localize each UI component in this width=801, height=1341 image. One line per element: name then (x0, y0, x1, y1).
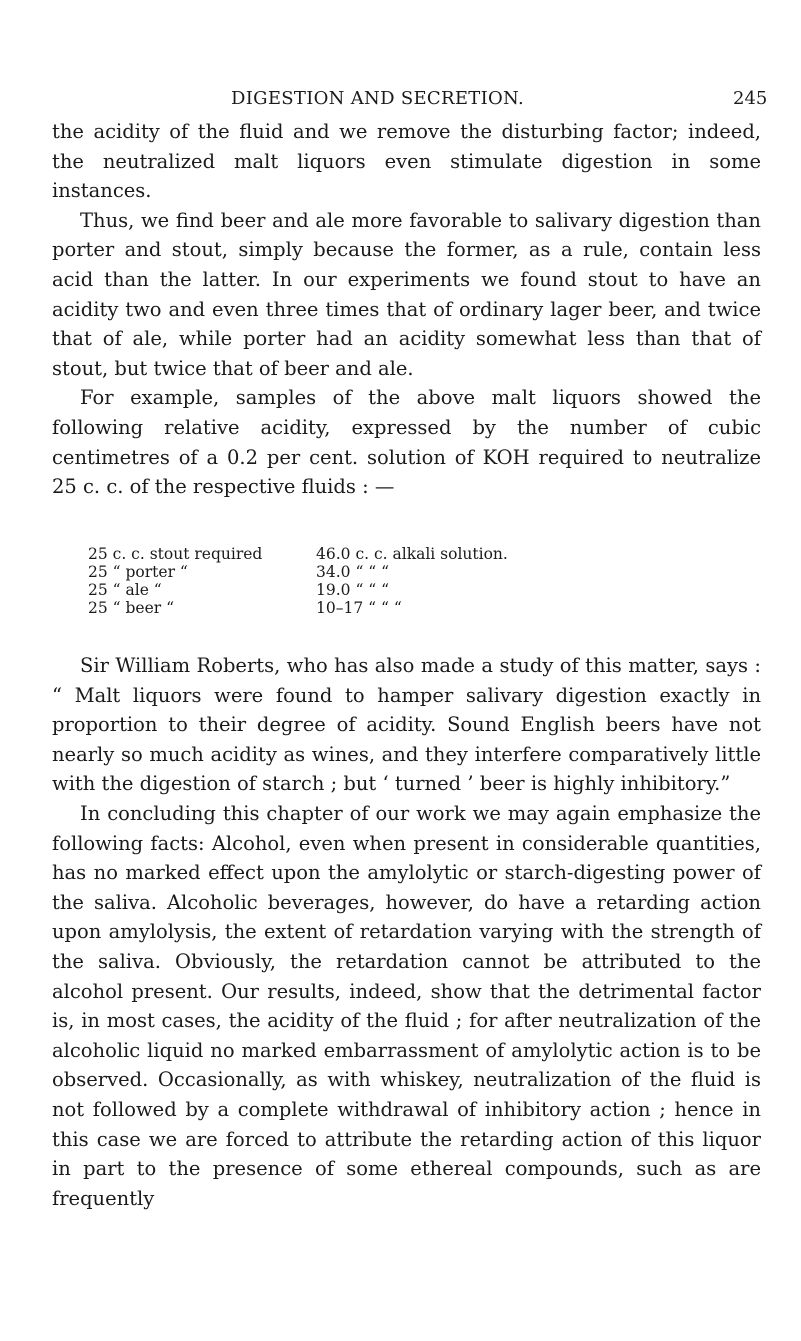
paragraph: the acidity of the fluid and we remove the disturbing factor; indeed, the neutralized malt liquors even stimulate digestion in some instances. (52, 120, 761, 203)
table-cell-sample: 25 “ beer “ (88, 599, 175, 617)
table-cell-sample: 25 “ porter “ (88, 563, 188, 581)
paragraph: In concluding this chapter of our work we may again emphasize the following facts: Alcohol, even when present in considerable quantities, has no marked effect upon the amylolytic or starch-digesting power of the saliva. Alcoholic beverages, however, do have a retarding action upon amylolysis, the extent of retardation varying with the strength of the saliva. Obviously, the retardation cannot be attributed to the alcohol present. Our results, indeed, show that the detrimental factor is, in most cases, the acidity of the fluid ; for after neutralization of the alcoholic liquid no marked embarrassment of amylolytic action is to be observed. Occasionally, as with whiskey, neutralization of the fluid is not followed by a complete withdrawal of inhibitory action ; hence in this case we are forced to attribute the retarding action of this liquor in part to the presence of some ethereal compounds, such as are frequently (52, 801, 761, 1210)
text-block-bottom (52, 651, 761, 1213)
table-cell-sample: 25 c. c. stout required (88, 545, 263, 563)
table-cell-acidity: 46.0 c. c. alkali solution. (316, 545, 508, 563)
table-row (88, 545, 508, 563)
acidity-table (88, 545, 508, 617)
page-number: 245 (733, 88, 768, 109)
table-cell-acidity: 19.0 “ “ “ (316, 581, 390, 599)
paragraph: For example, samples of the above malt liquors showed the following relative acidity, expressed by the number of cubic centimetres of a 0.2 per cent. solution of KOH required to neutralize 25 c. c. of the respective fluids : — (52, 386, 761, 499)
paragraph: Sir William Roberts, who has also made a study of this matter, says : “ Malt liquors were found to hamper salivary digestion exactly in proportion to their degree of acidity. Sound English beers have not nearly so much acidity as wines, and they interfere comparatively little with the digestion of starch ; but ‘ turned ’ beer is highly inhibitory.” (52, 654, 761, 796)
table-row (88, 563, 508, 581)
table-row (88, 599, 508, 617)
text-block-top (52, 117, 761, 502)
table-row (88, 581, 508, 599)
table-cell-sample: 25 “ ale “ (88, 581, 162, 599)
table-cell-acidity: 34.0 “ “ “ (316, 563, 390, 581)
paragraph: Thus, we find beer and ale more favorable to salivary digestion than porter and stout, simply because the former, as a rule, contain less acid than the latter. In our experiments we found stout to have an acidity two and even three times that of ordinary lager beer, and twice that of ale, while porter had an acidity somewhat less than that of stout, but twice that of beer and ale. (52, 208, 761, 380)
running-head: DIGESTION AND SECRETION. (231, 88, 524, 109)
table-cell-acidity: 10–17 “ “ “ (316, 599, 402, 617)
